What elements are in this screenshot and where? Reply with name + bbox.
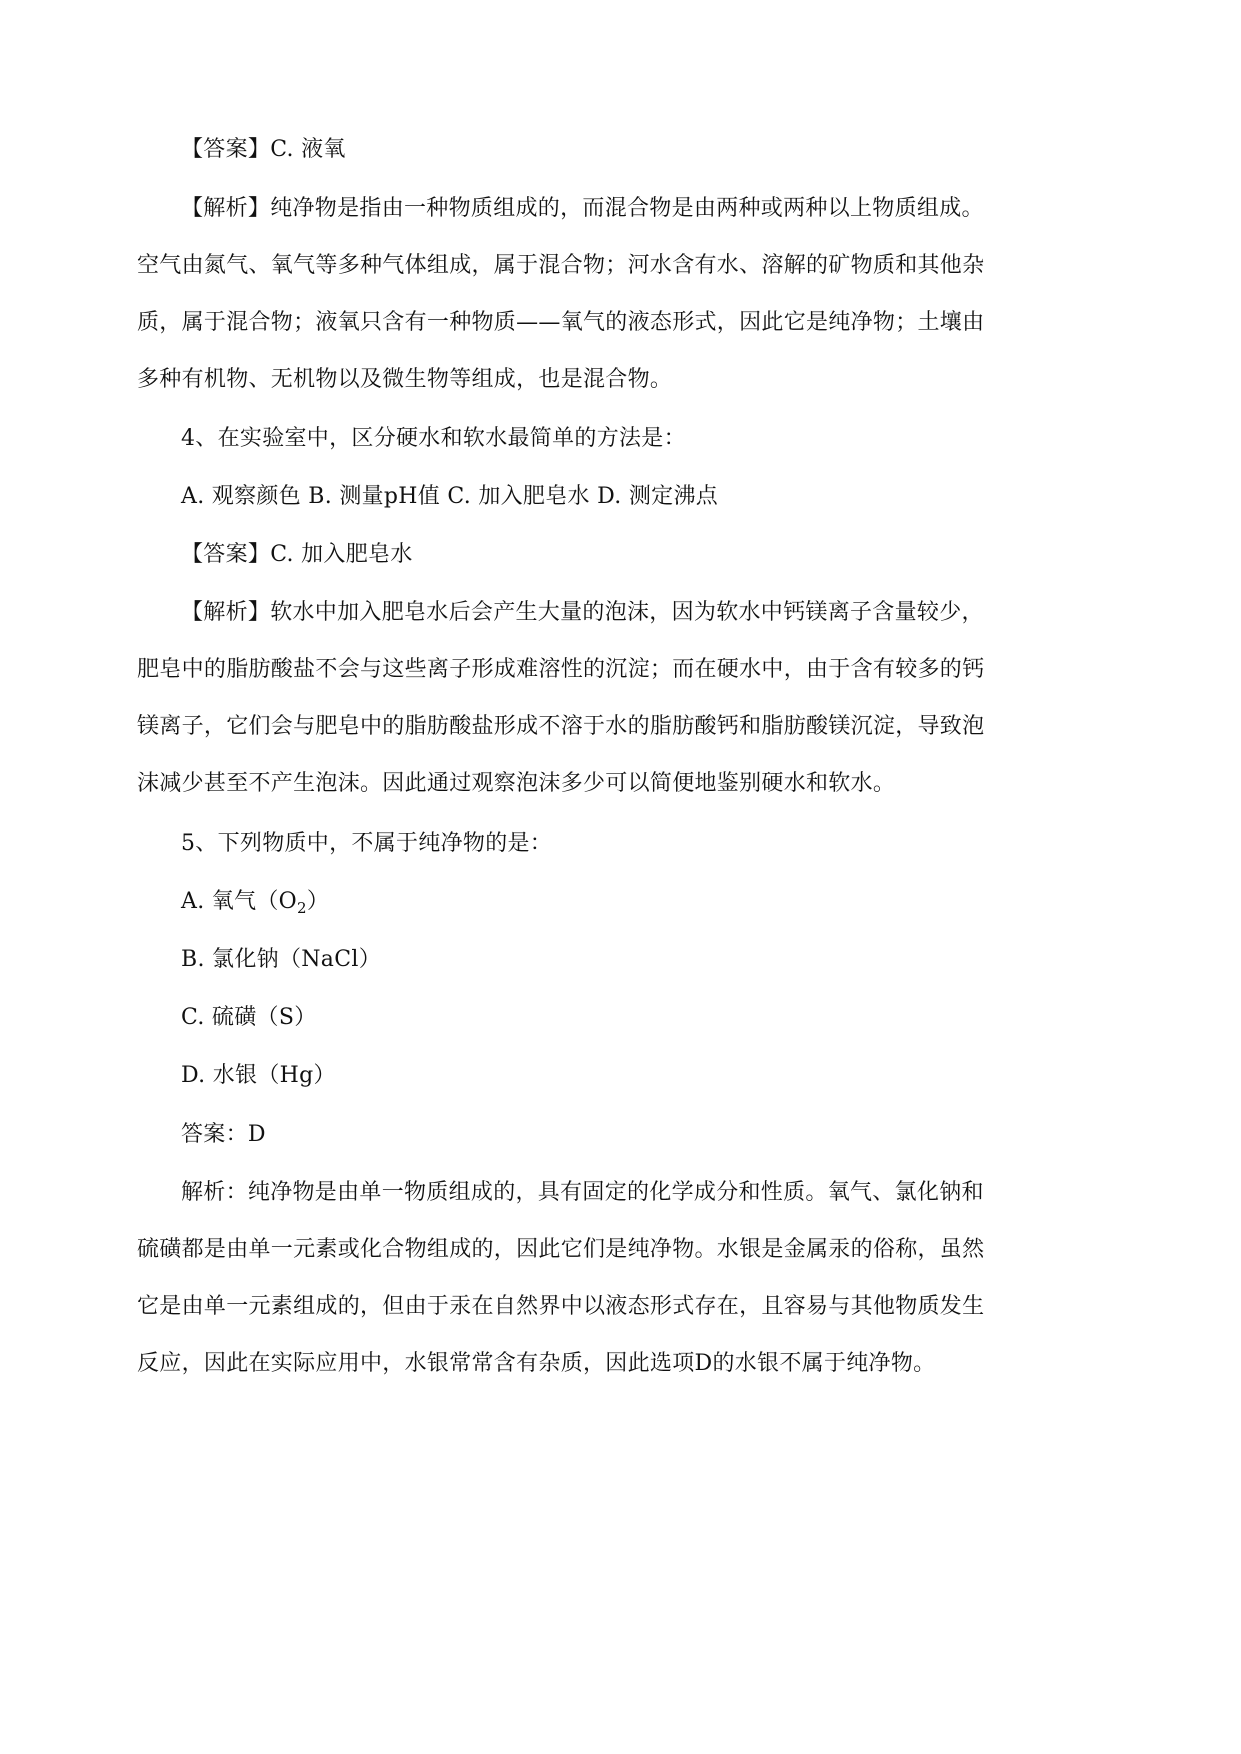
q3-analysis-line-4: 多种有机物、无机物以及微生物等组成，也是混合物。	[137, 367, 673, 392]
q4-options: A. 观察颜色 B. 测量pH值 C. 加入肥皂水 D. 测定沸点	[181, 484, 719, 509]
q5-analysis-line-3: 它是由单一元素组成的，但由于汞在自然界中以液态形式存在，且容易与其他物质发生	[137, 1294, 985, 1319]
q5-option-a-subscript: 2	[297, 899, 307, 917]
q5-option-c: C. 硫磺（S）	[181, 1005, 317, 1030]
q4-analysis	[137, 584, 985, 812]
q3-answer: 【答案】C. 液氧	[181, 137, 346, 162]
q5-option-a	[137, 873, 973, 930]
q5-option-a-prefix: A. 氧气（O	[181, 889, 298, 914]
q4-analysis-line-4: 沫减少甚至不产生泡沫。因此通过观察泡沫多少可以简便地鉴别硬水和软水。	[137, 771, 896, 796]
q5-analysis-line-1: 解析：纯净物是由单一物质组成的，具有固定的化学成分和性质。氧气、氯化钠和	[181, 1180, 984, 1205]
q5-option-a-suffix: ）	[306, 889, 330, 914]
q3-analysis-line-1: 【解析】纯净物是指由一种物质组成的，而混合物是由两种或两种以上物质组成。	[181, 196, 984, 221]
q5-answer: 答案：D	[181, 1122, 266, 1147]
q3-analysis	[137, 180, 985, 408]
q5-analysis	[137, 1164, 985, 1392]
q4-analysis-line-3: 镁离子，它们会与肥皂中的脂肪酸盐形成不溶于水的脂肪酸钙和脂肪酸镁沉淀，导致泡	[137, 714, 985, 739]
q4-answer: 【答案】C. 加入肥皂水	[181, 542, 413, 567]
q5-option-d: D. 水银（Hg）	[181, 1063, 336, 1088]
q3-analysis-line-2: 空气由氮气、氧气等多种气体组成，属于混合物；河水含有水、溶解的矿物质和其他杂	[137, 253, 985, 278]
q4-analysis-line-1: 【解析】软水中加入肥皂水后会产生大量的泡沫，因为软水中钙镁离子含量较少，	[181, 600, 984, 625]
q3-analysis-line-3: 质，属于混合物；液氧只含有一种物质——氧气的液态形式，因此它是纯净物；土壤由	[137, 310, 985, 335]
q4-analysis-line-2: 肥皂中的脂肪酸盐不会与这些离子形成难溶性的沉淀；而在硬水中，由于含有较多的钙	[137, 657, 985, 682]
q5-question: 5、下列物质中，不属于纯净物的是：	[181, 831, 553, 856]
q5-analysis-line-2: 硫磺都是由单一元素或化合物组成的，因此它们是纯净物。水银是金属汞的俗称，虽然	[137, 1237, 985, 1262]
q5-option-b: B. 氯化钠（NaCl）	[181, 947, 381, 972]
q4-question: 4、在实验室中，区分硬水和软水最简单的方法是：	[181, 426, 686, 451]
q5-analysis-line-4: 反应，因此在实际应用中，水银常常含有杂质，因此选项D的水银不属于纯净物。	[137, 1351, 936, 1376]
